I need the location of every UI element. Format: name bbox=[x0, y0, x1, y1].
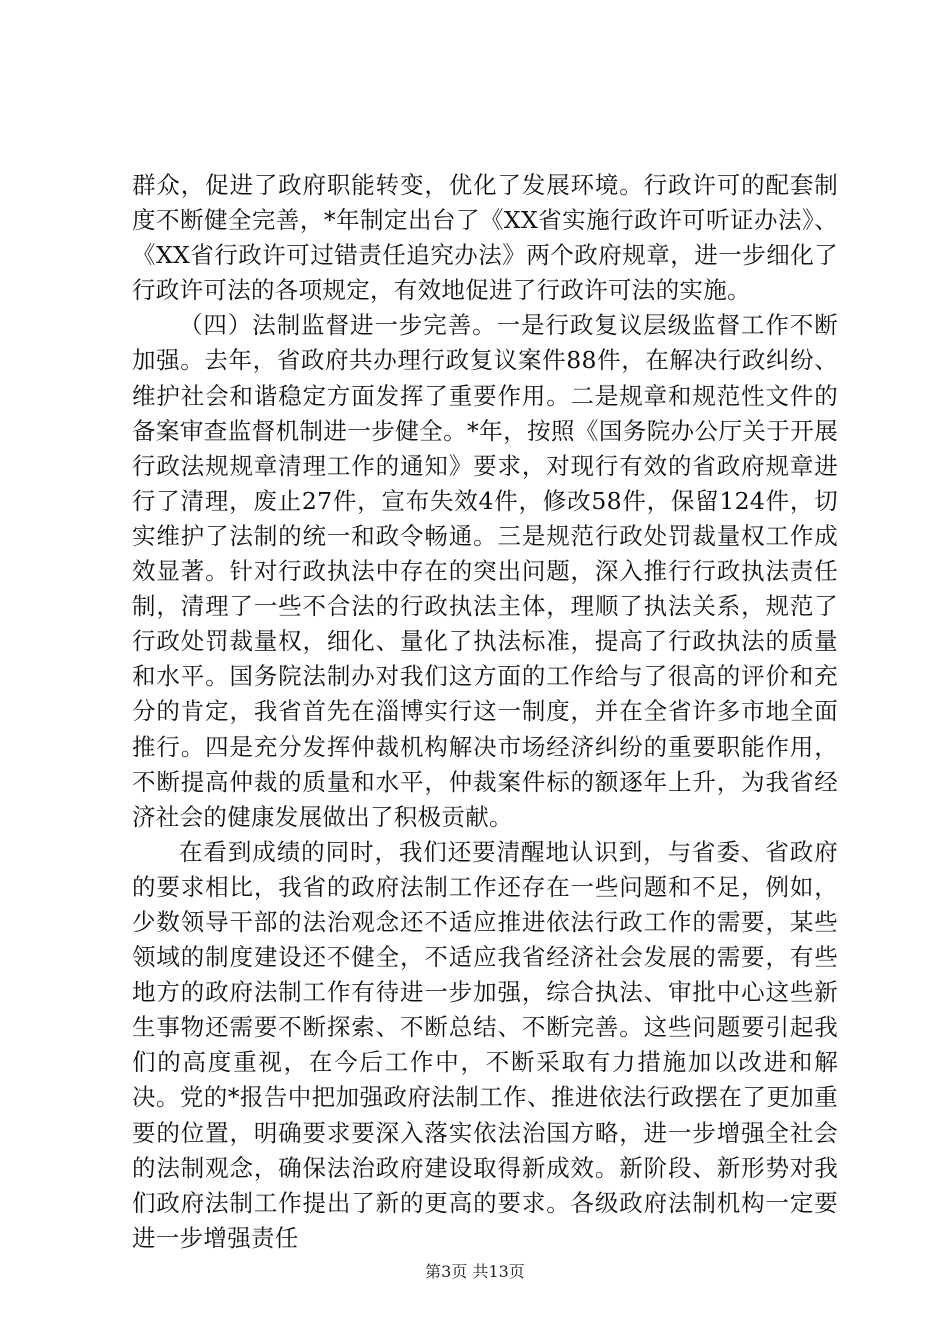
paragraph-1: 群众，促进了政府职能转变，优化了发展环境。行政许可的配套制度不断健全完善，*年制定出台了《XX省实施行政许可听证办法》、《XX省行政许可过错责任追究办法》两个政府规章，进一步细化了行政许可法的各项规定，有效地促进了行政许可法的实施。 bbox=[132, 171, 838, 305]
paragraph-3: 在看到成绩的同时，我们还要清醒地认识到，与省委、省政府的要求相比，我省的政府法制工作还存在一些问题和不足，例如，少数领导干部的法治观念还不适应推进依法行政工作的需要，某些领域的制度建设还不健全，不适应我省经济社会发展的需要，有些地方的政府法制工作有待进一步加强，综合执法、审批中心这些新生事物还需要不断探索、不断总结、不断完善。这些问题要引起我们的高度重视，在今后工作中，不断采取有力措施加以改进和解决。党的*报告中把加强政府法制工作、推进依法行政摆在了更加重要的位置，明确要求要深入落实依法治国方略，进一步增强全社会的法制观念，确保法治政府建设取得新成效。新阶段、新形势对我们政府法制工作提出了新的更高的要求。各级政府法制机构一定要进一步增强责任 bbox=[132, 837, 838, 1252]
page-number-footer: 第3页 共13页 bbox=[425, 1262, 525, 1281]
document-body bbox=[132, 168, 838, 1256]
paragraph-2: （四）法制监督进一步完善。一是行政复议层级监督工作不断加强。去年，省政府共办理行政复议案件88件，在解决行政纠纷、维护社会和谐稳定方面发挥了重要作用。二是规章和规范性文件的备案审查监督机制进一步健全。*年，按照《国务院办公厅关于开展行政法规规章清理工作的通知》要求，对现行有效的省政府规章进行了清理，废止27件，宣布失效4件，修改58件，保留124件，切实维护了法制的统一和政令畅通。三是规范行政处罚裁量权工作成效显著。针对行政执法中存在的突出问题，深入推行行政执法责任制，清理了一些不合法的行政执法主体，理顺了执法关系，规范了行政处罚裁量权，细化、量化了执法标准，提高了行政执法的质量和水平。国务院法制办对我们这方面的工作给与了很高的评价和充分的肯定，我省首先在淄博实行这一制度，并在全省许多市地全面推行。四是充分发挥仲裁机构解决市场经济纠纷的重要职能作用，不断提高仲裁的质量和水平，仲裁案件标的额逐年上升，为我省经济社会的健康发展做出了积极贡献。 bbox=[132, 311, 838, 831]
